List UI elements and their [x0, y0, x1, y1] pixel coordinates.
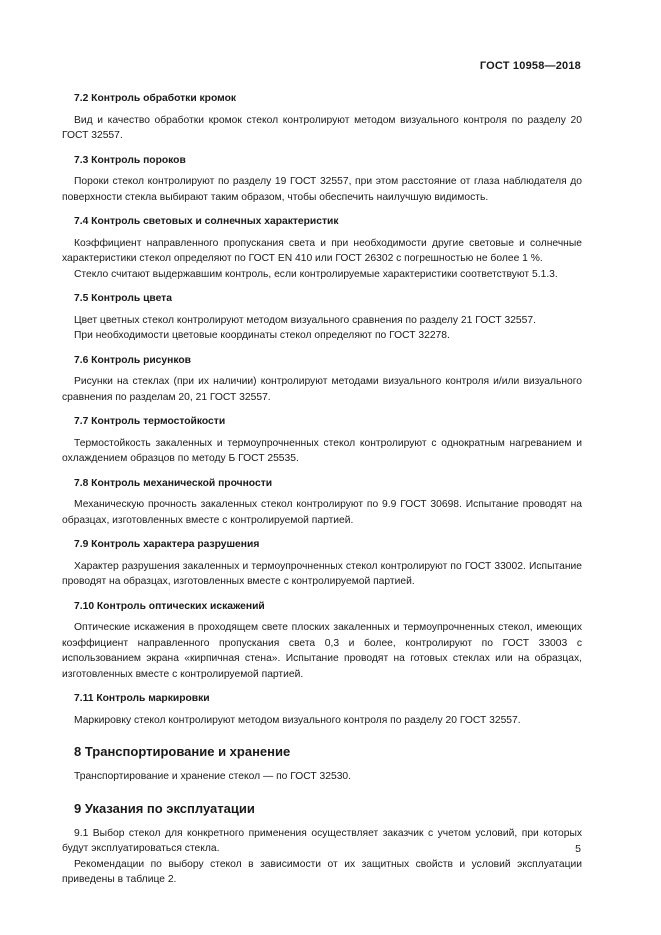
section-7-9-heading: 7.9 Контроль характера разрушения: [74, 539, 260, 550]
section-7-7-heading: 7.7 Контроль термостойкости: [74, 416, 226, 427]
document-id-header: ГОСТ 10958—2018: [479, 60, 581, 72]
section-7-11-paragraph: Маркировку стекол контролируют методом визуального контроля по разделу 20 ГОСТ 32557.: [74, 714, 521, 726]
section-8-heading: 8 Транспортирование и хранение: [74, 744, 291, 759]
section-9-paragraph-1: 9.1 Выбор стекол для конкретного применения осуществляет заказчик с учетом условий, при которых будут эксплуатироваться стекла.: [62, 827, 582, 854]
section-7-4-paragraph-1: Коэффициент направленного пропускания света и при необходимости другие световые и солнечные характеристики стекол определяют по ГОСТ EN 410 или ГОСТ 26302 с погрешностью не более 1 %.: [62, 237, 582, 264]
section-7-6-heading: 7.6 Контроль рисунков: [74, 354, 191, 366]
section-7-3-heading: 7.3 Контроль пороков: [74, 154, 186, 166]
section-7-8-paragraph: Механическую прочность закаленных стекол контролируют по 9.9 ГОСТ 30698. Испытание проводят на образцах, изготовленных вместе с контролируемой партией.: [62, 499, 582, 526]
section-7-4-paragraph-2: Стекло считают выдержавшим контроль, если контролируемые характеристики соответствуют 5.1.3.: [74, 268, 558, 280]
section-7-6-paragraph: Рисунки на стеклах (при их наличии) контролируют методами визуального контроля и/или визуального сравнения по разделам 20, 21 ГОСТ 32557.: [62, 376, 582, 403]
section-7-10-heading: 7.10 Контроль оптических искажений: [74, 600, 265, 612]
section-7-8-heading: 7.8 Контроль механической прочности: [74, 477, 273, 489]
section-9-heading: 9 Указания по эксплуатации: [74, 800, 255, 816]
section-7-5-heading: 7.5 Контроль цвета: [74, 293, 172, 304]
section-7-3-paragraph: Пороки стекол контролируют по разделу 19 ГОСТ 32557, при этом расстояние от глаза наблюдателя до поверхности стекла выбирают таким образом, чтобы обеспечить наилучшую видимость.: [62, 176, 582, 203]
section-7-10-paragraph: Оптические искажения в проходящем свете плоских закаленных и термоупрочненных стекол, имеющих коэффициент направленного пропускания света 0,3 и более, контролируют по ГОСТ 33003 с использованием экрана «кирпичная стена». Испытание проводят на готовых стеклах или на образцах, изготовленных вместе с контролируемой партией.: [62, 622, 582, 680]
section-7-5-paragraph-1: Цвет цветных стекол контролируют методом визуального сравнения по разделу 21 ГОСТ 32557.: [74, 314, 536, 326]
section-7-7-paragraph: Термостойкость закаленных и термоупрочненных стекол контролируют с однократным нагреванием и охлаждением образцов по методу Б ГОСТ 25535.: [62, 437, 582, 464]
section-9-paragraph-2: Рекомендации по выбору стекол в зависимости от их защитных свойств и условий эксплуатации приведены в таблице 2.: [62, 858, 582, 885]
page-number: 5: [575, 843, 581, 855]
section-8-paragraph: Транспортирование и хранение стекол — по ГОСТ 32530.: [74, 771, 352, 782]
section-7-2-heading: 7.2 Контроль обработки кромок: [74, 93, 237, 104]
section-7-9-paragraph: Характер разрушения закаленных и термоупрочненных стекол контролируют по ГОСТ 33002. Испытание проводят на образцах, изготовленных вместе с контролируемой партией.: [62, 560, 582, 587]
section-7-5-paragraph-2: При необходимости цветовые координаты стекол определяют по ГОСТ 32278.: [74, 330, 450, 341]
page-content: [62, 91, 582, 888]
section-7-4-heading: 7.4 Контроль световых и солнечных характеристик: [74, 216, 339, 227]
section-7-11-heading: 7.11 Контроль маркировки: [74, 693, 210, 704]
section-7-2-paragraph: Вид и качество обработки кромок стекол контролируют методом визуального контроля по разделу 20 ГОСТ 32557.: [62, 114, 582, 141]
